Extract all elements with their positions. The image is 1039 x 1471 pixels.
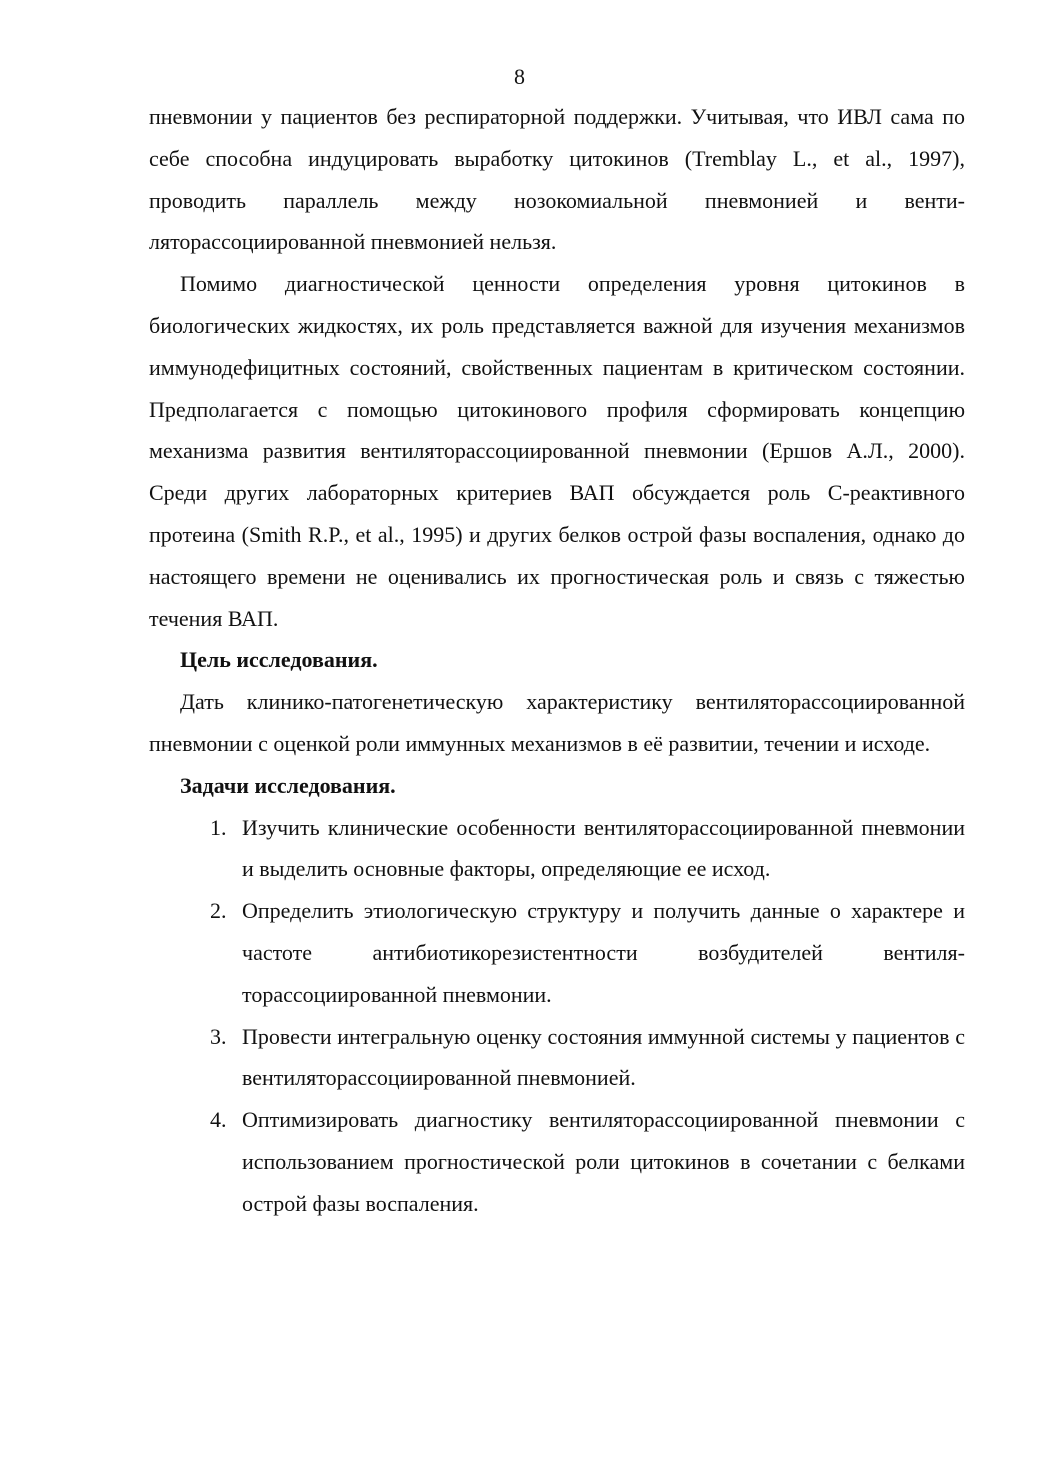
task-item [149, 1016, 965, 1100]
task-number: 1. [210, 814, 227, 840]
goal-text: Дать клинико-патогенетическую характеристику вентиляторассоциированной пневмонии с оценкой роли иммунных механизмов в её развитии, течении и исходе. [149, 689, 965, 756]
task-item [149, 1099, 965, 1224]
tasks-list [149, 807, 965, 1225]
page-number: 8 [514, 64, 525, 89]
tasks-heading: Задачи исследования. [180, 772, 396, 798]
task-text: Изучить клинические особенности вентиляторассоциированной пневмонии и выделить основные факторы, определяющие ее исход. [242, 814, 965, 882]
task-number: 4. [210, 1107, 227, 1133]
goal-heading: Цель исследования. [180, 647, 378, 673]
task-number: 2. [210, 898, 227, 924]
task-item [149, 890, 965, 1015]
task-text: Определить этиологическую структуру и получить данные о характере и частоте антибиотикорезистентности возбудителей вентиляторассоциированной пневмонии. [242, 898, 965, 1007]
page-content [149, 96, 965, 1225]
paragraph-continuation: пневмонии у пациентов без респираторной поддержки. Учитывая, что ИВЛ сама по себе способна индуцировать выработку цитокинов (Tremblay L., et al., 1997), проводить параллель между нозокомиальной пневмонией и вентиляторассоциированной пневмонией нельзя. [149, 104, 965, 255]
task-text: Оптимизировать диагностику вентиляторассоциированной пневмонии с использованием прогностической роли цитокинов в сочетании с белками острой фазы воспаления. [242, 1107, 965, 1216]
task-text: Провести интегральную оценку состояния иммунной системы у пациентов с вентиляторассоциированной пневмонией. [242, 1023, 965, 1091]
task-number: 3. [210, 1023, 227, 1049]
paragraph-cytokines: Помимо диагностической ценности определения уровня цитокинов в биологических жидкостях, их роль представляется важной для изучения механизмов иммунодефицитных состояний, свойственных пациентам в критическом состоянии. Предполагается с помощью цитокинового профиля сформировать концепцию механизма развития вентиляторассоциированной пневмонии (Ершов А.Л., 2000). Среди других лабораторных критериев ВАП обсуждается роль С-реактивного протеина (Smith R.P., et al., 1995) и других белков острой фазы воспаления, однако до настоящего времени не оценивались их прогностическая роль и связь с тяжестью течения ВАП. [149, 271, 965, 631]
task-item [149, 807, 965, 891]
